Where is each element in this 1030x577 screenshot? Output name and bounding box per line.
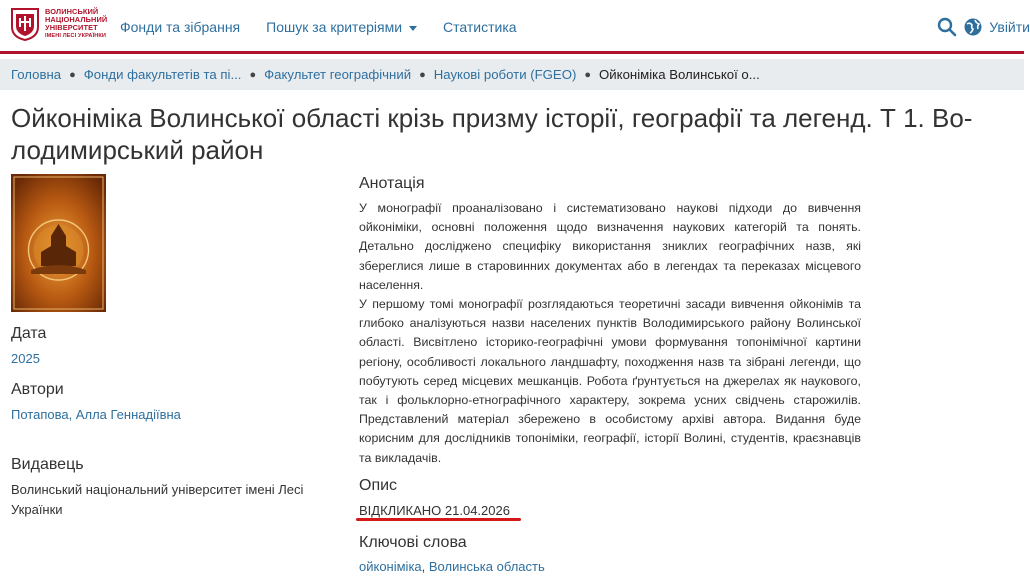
breadcrumb-separator-icon: ● (249, 68, 257, 81)
breadcrumb-home[interactable]: Головна (11, 67, 62, 82)
nav-statistics[interactable]: Статистика (443, 19, 517, 35)
keyword-separator: , (421, 559, 429, 574)
breadcrumb-separator-icon: ● (584, 68, 592, 81)
description-label: Опис (359, 477, 398, 494)
logo-text (45, 8, 117, 40)
university-logo[interactable] (10, 7, 117, 41)
breadcrumb-separator-icon: ● (419, 68, 426, 81)
red-underline-annotation (356, 518, 521, 521)
breadcrumb-research-works[interactable]: Наукові роботи (FGEO) (433, 67, 577, 82)
abstract-paragraph: У монографії проаналізовано і систематизовано наукові підходи до вивчення ойконіміки, основні положення щодо визначення наукових категорій та понять. Детально досліджено специфіку використання зниклих географічних назв, які збереглися лише в старовинних документах або в легендах та переказах місцевого населення. (359, 201, 861, 292)
breadcrumb (0, 59, 1024, 90)
header-actions (937, 0, 1030, 54)
login-link[interactable]: Увійти (989, 19, 1030, 35)
abstract-label: Анотація (359, 175, 425, 192)
logo-line-small: ІМЕНІ ЛЕСІ УКРАЇНКИ (45, 33, 106, 39)
search-icon[interactable] (937, 17, 957, 37)
publisher-label: Видавець (11, 456, 84, 473)
nav-search-criteria[interactable] (266, 19, 417, 35)
breadcrumb-faculty-geography[interactable]: Факультет географічний (264, 67, 412, 82)
authors-label: Автори (11, 381, 64, 398)
keyword-link[interactable]: Волинська область (428, 559, 545, 574)
page-title: Ойконіміка Волинської області крізь призму історії, географії та легенд. Т 1. Во-лодимирський район (11, 103, 973, 165)
globe-language-icon[interactable] (963, 17, 983, 37)
logo-line: НАЦІОНАЛЬНИЙ (45, 15, 108, 24)
nav-search-criteria-label: Пошук за критеріями (266, 19, 403, 35)
date-label: Дата (11, 325, 47, 342)
logo-line: ВОЛИНСЬКИЙ (45, 7, 99, 16)
keywords-label: Ключові слова (359, 534, 467, 551)
breadcrumb-separator-icon: ● (69, 68, 76, 81)
keywords-list (359, 559, 545, 574)
keyword-link[interactable]: ойконіміка (359, 559, 422, 574)
breadcrumb-faculty-funds[interactable]: Фонди факультетів та пі... (83, 67, 242, 82)
nav-collections[interactable]: Фонди та зібрання (120, 19, 241, 35)
logo-line: УНІВЕРСИТЕТ (45, 23, 98, 32)
abstract-paragraph: У першому томі монографії розглядаються теоретичні засади вивчення ойконімів та глибоко аналізуються назви населених пунктів Володимирського району Волинської області. Висвітлено історико-географічні умови формування топонімічної картини регіону, особливості локального ландшафту, походження назв та зібрані легенди, що побутують серед місцевих мешканців. Робота ґрунтується на джерелах як наукового, так і фольклорно-етнографічного характеру, зокрема усних свідчень старожилів. Представлений матеріал збережено в особистому архіві автора. Видання буде корисним для дослідників топоніміки, географії, історії Волині, студентів, краєзнавців та викладачів. (359, 297, 861, 465)
abstract-text (359, 199, 861, 468)
chevron-down-icon (409, 26, 417, 31)
university-crest-icon (10, 7, 40, 41)
description-value: ВІДКЛИКАНО 21.04.2026 (359, 503, 510, 518)
author-link[interactable]: Потапова, Алла Геннадіївна (11, 407, 181, 422)
date-value-link[interactable]: 2025 (11, 351, 40, 366)
publisher-value: Волинський національний університет імені Лесі Українки (11, 482, 304, 517)
main-nav (120, 0, 543, 54)
book-cover-thumbnail[interactable] (11, 174, 106, 312)
breadcrumb-current: Ойконіміка Волинської о... (599, 67, 760, 82)
top-header (0, 0, 1030, 54)
